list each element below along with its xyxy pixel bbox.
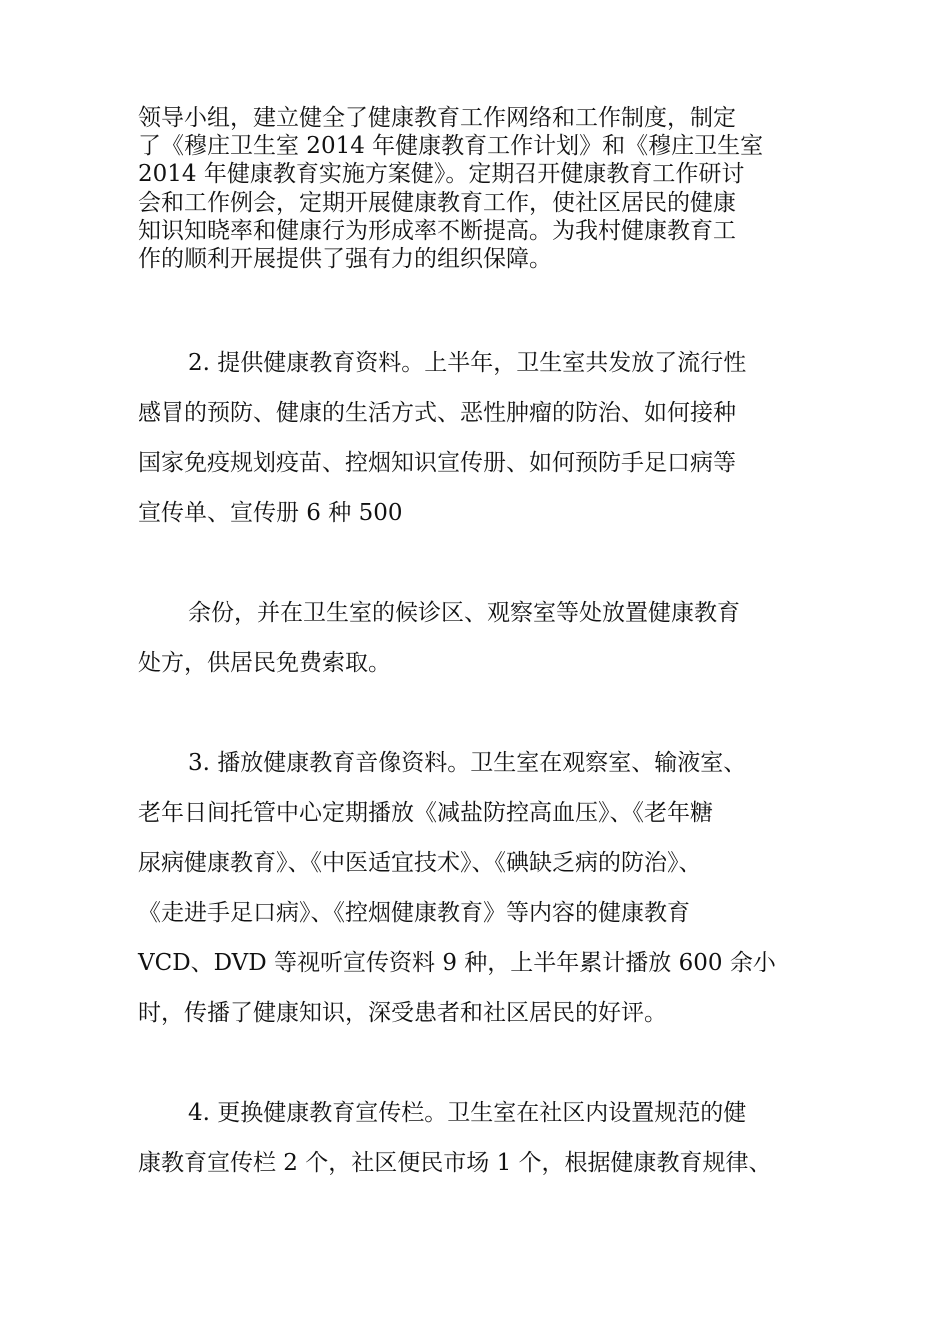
text-line: 2014 年健康教育实施方案健》。定期召开健康教育工作研讨	[138, 161, 745, 188]
paragraph-materials	[138, 338, 814, 538]
text-line: 老年日间托管中心定期播放《减盐防控高血压》、《老年糖	[138, 800, 713, 826]
text-line: 领导小组，建立健全了健康教育工作网络和工作制度，制定	[138, 105, 736, 131]
text-line: 时，传播了健康知识，深受患者和社区居民的好评。	[138, 1000, 667, 1026]
text-line: 3. 播放健康教育音像资料。卫生室在观察室、输液室、	[188, 750, 747, 776]
text-line: 感冒的预防、健康的生活方式、恶性肿瘤的防治、如何接种	[138, 400, 736, 426]
paragraph-bulletin-board	[138, 1088, 814, 1188]
text-line: 处方，供居民免费索取。	[138, 650, 391, 676]
paragraph-organization	[138, 104, 814, 273]
text-line: 作的顺利开展提供了强有力的组织保障。	[138, 246, 552, 273]
text-line: 了《穆庄卫生室 2014 年健康教育工作计划》和《穆庄卫生室	[138, 133, 764, 160]
paragraph-materials-continued	[138, 588, 814, 688]
text-line: 康教育宣传栏 2 个，社区便民市场 1 个，根据健康教育规律、	[138, 1150, 772, 1176]
text-line: 国家免疫规划疫苗、控烟知识宣传册、如何预防手足口病等	[138, 450, 736, 476]
text-line: 《走进手足口病》、《控烟健康教育》等内容的健康教育	[138, 900, 690, 926]
text-line: VCD、DVD 等视听宣传资料 9 种，上半年累计播放 600 余小	[138, 950, 776, 976]
text-line: 知识知晓率和健康行为形成率不断提高。为我村健康教育工	[138, 217, 736, 244]
text-line: 4. 更换健康教育宣传栏。卫生室在社区内设置规范的健	[188, 1100, 747, 1126]
text-line: 余份，并在卫生室的候诊区、观察室等处放置健康教育	[188, 600, 740, 626]
paragraph-audio-visual	[138, 738, 814, 1038]
text-line: 2. 提供健康教育资料。上半年，卫生室共发放了流行性	[188, 350, 747, 376]
text-line: 尿病健康教育》、《中医适宜技术》、《碘缺乏病的防治》、	[138, 850, 702, 876]
text-line: 宣传单、宣传册 6 种 500	[138, 500, 403, 526]
text-line: 会和工作例会，定期开展健康教育工作，使社区居民的健康	[138, 189, 736, 216]
